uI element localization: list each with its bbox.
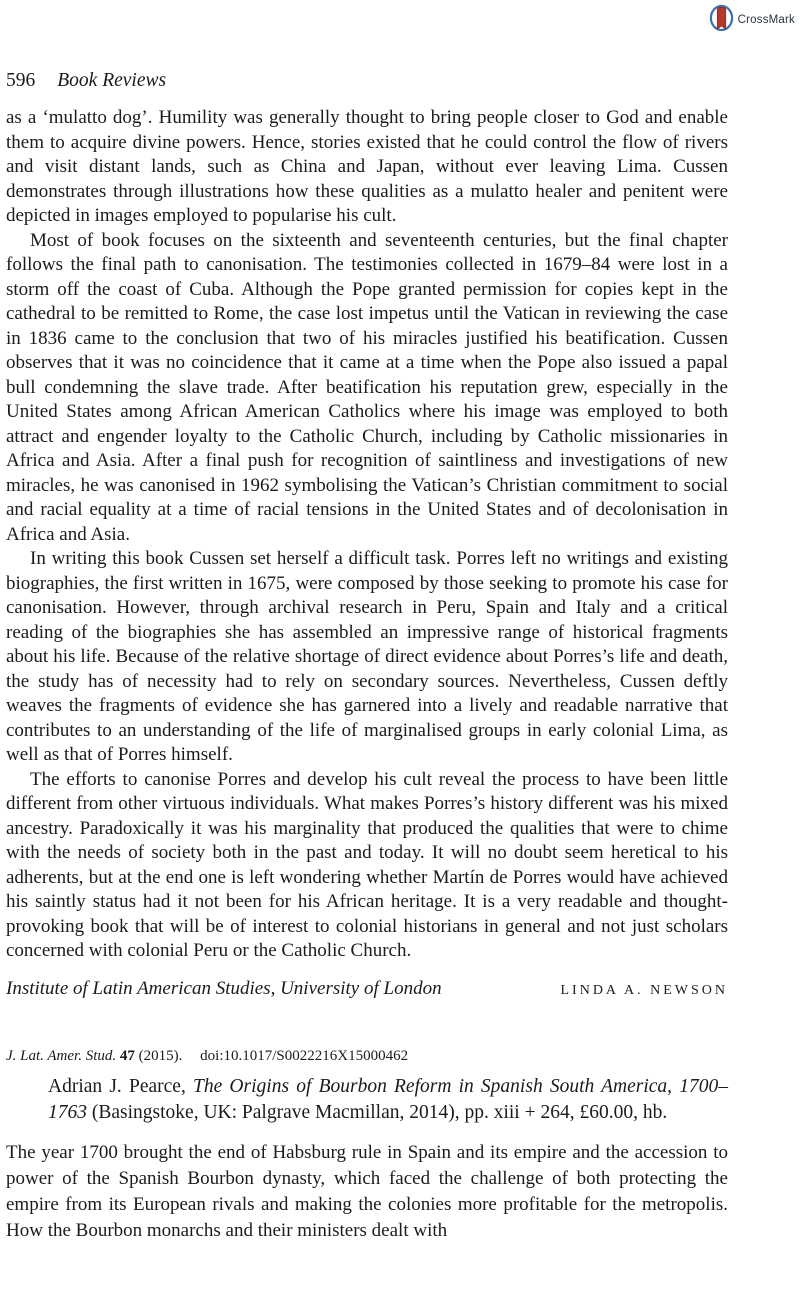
reviewer-name: LINDA A. NEWSON <box>560 982 728 998</box>
review-paragraph: Most of book focuses on the sixteenth and seventeenth centuries, but the final chapter follows the final path to canonisation. The testimonies collected in 1679–84 were lost in a storm off the coast of Cuba. Although the Pope granted permission for copies kept in the cathedral to be remitted to Rome, the case lost impetus until the Vatican in reviewing the case in 1836 came to the conclusion that two of his miracles justified his beatification. Cussen observes that it was no coincidence that it came at a time when the Pope also issued a papal bull condemning the slave trade. After beatification his reputation grew, especially in the United States among African American Catholics where his image was employed to both attract and engender loyalty to the Catholic Church, including by Catholic missionaries in Africa and Asia. After a final push for recognition of saintliness and investigations of new miracles, he was canonised in 1962 symbolising the Vatican’s Christian commitment to social and racial equality at a time of racial tensions in the United States and of decolonisation in Africa and Asia. <box>6 229 728 545</box>
journal-year: (2015). <box>138 1047 183 1064</box>
citation-line <box>6 1046 728 1066</box>
journal-page <box>6 0 728 1244</box>
journal-volume: 47 <box>119 1047 135 1064</box>
section-title: Book Reviews <box>57 70 167 91</box>
next-review-heading <box>6 1074 728 1126</box>
review-author: Adrian J. Pearce, <box>48 1075 193 1097</box>
reviewer-affiliation: Institute of Latin American Studies, University of London <box>6 977 442 999</box>
review-book-title: The Origins of Bourbon Reform in Spanish South America, 1700–1763 <box>48 1075 728 1123</box>
running-head <box>6 70 728 92</box>
next-review-paragraph: The year 1700 brought the end of Habsburg rule in Spain and its empire and the accession to power of the Spanish Bourbon dynasty, which faced the challenge of both protecting the empire from its European rivals and making the colonies more profitable for the metropolis. How the Bourbon monarchs and their ministers dealt with <box>6 1141 728 1241</box>
review-paragraph: as a ‘mulatto dog’. Humility was generally thought to bring people closer to God and enable them to acquire divine powers. Hence, stories existed that he could control the flow of rivers and visit distant lands, such as China and Japan, without ever leaving Lima. Cussen demonstrates through illustrations how these qualities as a mulatto healer and penitent were depicted in images employed to popularise his cult. <box>6 107 728 226</box>
doi-text: doi:10.1017/S0022216X15000462 <box>200 1047 409 1064</box>
review-imprint: (Basingstoke, UK: Palgrave Macmillan, 2014), pp. xiii + 264, £60.00, hb. <box>87 1101 668 1123</box>
crossmark-label: CrossMark <box>737 13 795 26</box>
review-signoff <box>6 978 728 1000</box>
review-paragraph: The efforts to canonise Porres and develop his cult reveal the process to have been little different from other virtuous individuals. What makes Porres’s history different was his mixed ancestry. Paradoxically it was his marginality that produced the qualities that were to chime with the needs of society both in the past and today. It will no doubt seem heretical to his adherents, but at the end one is left wondering whether Martín de Porres would have achieved his saintly status had it not been for his African heritage. It is a very readable and thought-provoking book that will be of interest to colonial historians in general and not just scholars concerned with colonial Peru or the Catholic Church. <box>6 768 728 961</box>
review-body <box>6 106 728 964</box>
journal-abbrev: J. Lat. Amer. Stud. <box>6 1047 117 1064</box>
page-number: 596 <box>6 70 36 91</box>
review-paragraph: In writing this book Cussen set herself a difficult task. Porres left no writings and existing biographies, the first written in 1675, were composed by those seeking to promote his case for canonisation. However, through archival research in Peru, Spain and Italy and a critical reading of the biographies she has assembled an impressive range of historical fragments about his life. Because of the relative shortage of direct evidence about Porres’s life and death, the study has of necessity had to rely on secondary sources. Nevertheless, Cussen deftly weaves the fragments of evidence she has garnered into a lively and readable narrative that contributes to an understanding of the life of marginalised groups in early colonial Lima, as well as that of Porres himself. <box>6 548 728 765</box>
